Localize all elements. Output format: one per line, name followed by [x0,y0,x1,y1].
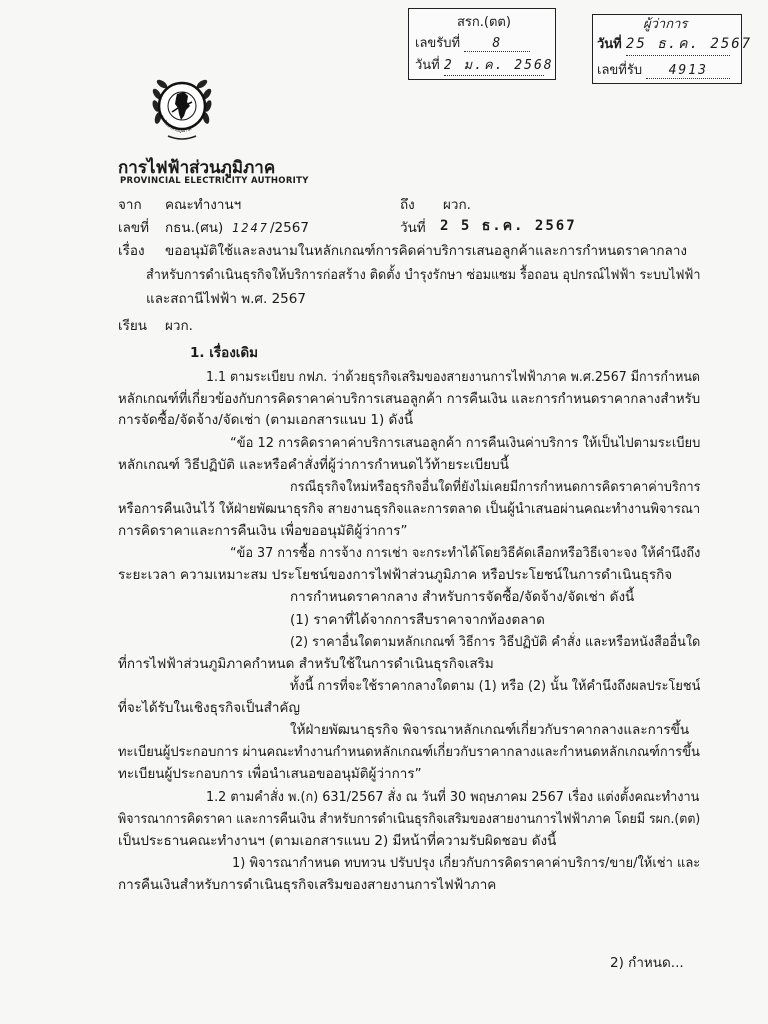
date-label: วันที่ [400,220,426,236]
body-line: ทั้งนี้ การที่จะใช้ราคากลางใดตาม (1) หรือ (2) นั้น ให้คำนึงถึงผลประโยชน์ [290,678,701,694]
salutation-label: เรียน [118,318,148,334]
body-line: หลักเกณฑ์ที่เกี่ยวข้องกับการคิดราคาค่าบริการเสนอลูกค้า การคืนเงิน และการกำหนดราคากลางสำหรับ [118,391,701,407]
to-label: ถึง [400,197,415,213]
stamp-left-no-label: เลขรับที่ [415,36,461,51]
body-line: เป็นประธานคณะทำงานฯ (ตามเอกสารแนบ 2) มีหน้าที่ความรับผิดชอบ ดังนี้ [118,833,557,849]
body-line: ให้ฝ่ายพัฒนาธุรกิจ พิจารณาหลักเกณฑ์เกี่ยวกับราคากลางและการขึ้น [290,722,690,738]
subject-label: เรื่อง [118,243,145,259]
body-line: (2) ราคาอื่นใดตามหลักเกณฑ์ วิธีการ วิธีปฏิบัติ คำสั่ง และหรือหนังสืออื่นใด [290,634,701,650]
ref-number: 1247 [232,221,269,235]
stamp-right-date-value: 25 ธ.ค. 2567 [626,33,730,56]
body-line: ระยะเวลา ความเหมาะสม ประโยชน์ของการไฟฟ้าส่วนภูมิภาค หรือประโยชน์ในการดำเนินธุรกิจ [118,567,673,583]
stamp-right-date-label: วันที่ [597,37,622,52]
received-stamp-right [592,14,753,84]
stamp-right-no-label: เลขที่รับ [597,63,643,78]
ref-prefix: กธน.(ศน) [165,220,224,236]
subject-line: ขออนุมัติใช้และลงนามในหลักเกณฑ์การคิดค่าบริการเสนอลูกค้าและการกำหนดราคากลาง [165,243,688,259]
body-line: ที่การไฟฟ้าส่วนภูมิภาคกำหนด สำหรับใช้ในการดำเนินธุรกิจเสริม [118,656,494,672]
body-line: ที่จะได้รับในเชิงธุรกิจเป็นสำคัญ [118,700,300,716]
logo-ring-text: การไฟฟ้าส่วนภูมิภาค [159,114,193,134]
from-value: คณะทำงานฯ [165,197,242,213]
stamp-left-date-value: 2 ม.ค. 2568 [444,54,544,76]
body-line: หลักเกณฑ์ วิธีปฏิบัติ และหรือคำสั่งที่ผู้ว่าการกำหนดไว้ท้ายระเบียบนี้ [118,457,509,473]
section-heading: 1. เรื่องเดิม [190,345,259,361]
body-line: “ข้อ 37 การซื้อ การจ้าง การเช่า จะกระทำได้โดยวิธีคัดเลือกหรือวิธีเจาะจง ให้คำนึงถึง [230,545,701,561]
org-name-thai: การไฟฟ้าส่วนภูมิภาค [118,158,276,178]
body-line: การคืนเงินสำหรับการดำเนินธุรกิจเสริมของสายงานการไฟฟ้าภาค [118,877,497,893]
subject-line: สำหรับการดำเนินธุรกิจให้บริการก่อสร้าง ติดตั้ง บำรุงรักษา ซ่อมแซม รื้อถอน อุปกรณ์ไฟฟ้า ระบบไฟฟ้า [146,267,701,283]
body-line: ทะเบียนผู้ประกอบการ ผ่านคณะทำงานกำหนดหลักเกณฑ์เกี่ยวกับราคากลางและกำหนดหลักเกณฑ์การขึ้น [118,744,700,760]
pea-logo [150,74,214,144]
body-line: “ข้อ 12 การคิดราคาค่าบริการเสนอลูกค้า การคืนเงินค่าบริการ ให้เป็นไปตามระเบียบ [230,435,701,451]
org-name-english: PROVINCIAL ELECTRICITY AUTHORITY [120,176,309,186]
body-line: พิจารณาการคิดราคา และการคืนเงิน สำหรับการดำเนินธุรกิจเสริมของสายงานการไฟฟ้าภาค โดยมี รผก.(ตต) [118,811,701,827]
ref-suffix: /2567 [270,220,309,236]
body-line: การจัดซื้อ/จัดจ้าง/จัดเช่า (ตามเอกสารแนบ 1) ดังนี้ [118,412,414,428]
from-label: จาก [118,197,142,213]
pea-emblem-icon [150,74,214,144]
body-line: การคิดราคาและการคืนเงิน เพื่อขออนุมัติผู้ว่าการ” [118,523,408,539]
stamp-left-no-value: 8 [464,36,530,52]
stamp-right-no-value: 4913 [646,63,730,79]
salutation-value: ผวก. [165,318,193,334]
page-continuation: 2) กำหนด... [610,955,684,971]
body-line: (1) ราคาที่ได้จากการสืบราคาจากท้องตลาด [290,612,545,628]
body-line: 1) พิจารณากำหนด ทบทวน ปรับปรุง เกี่ยวกับการคิดราคาค่าบริการ/ขาย/ให้เช่า และ [232,855,701,871]
received-stamp-left [408,8,556,80]
body-line: ทะเบียนผู้ประกอบการ เพื่อนำเสนอขออนุมัติผู้ว่าการ” [118,766,422,782]
ref-label: เลขที่ [118,220,150,236]
stamp-right-title: ผู้ว่าการ [643,17,688,32]
stamp-left-date-label: วันที่ [415,58,440,73]
body-line: 1.1 ตามระเบียบ กฟภ. ว่าด้วยธุรกิจเสริมของสายงานการไฟฟ้าภาค พ.ศ.2567 มีการกำหนด [206,369,701,385]
date-value: 2 5 ธ.ค. 2567 [440,218,577,234]
to-value: ผวก. [443,197,471,213]
subject-line: และสถานีไฟฟ้า พ.ศ. 2567 [146,291,306,307]
stamp-left-title: สรก.(ตต) [457,15,511,30]
body-line: กรณีธุรกิจใหม่หรือธุรกิจอื่นใดที่ยังไม่เคยมีการกำหนดการคิดราคาค่าบริการ [290,479,701,495]
body-line: 1.2 ตามคำสั่ง พ.(ก) 631/2567 สั่ง ณ วันที่ 30 พฤษภาคม 2567 เรื่อง แต่งตั้งคณะทำงาน [206,789,700,805]
body-line: การกำหนดราคากลาง สำหรับการจัดซื้อ/จัดจ้าง/จัดเช่า ดังนี้ [290,589,635,605]
body-line: หรือการคืนเงินไว้ ให้ฝ่ายพัฒนาธุรกิจ สายงานธุรกิจและการตลาด เป็นผู้นำเสนอผ่านคณะทำงานพิจารณา [118,501,701,517]
